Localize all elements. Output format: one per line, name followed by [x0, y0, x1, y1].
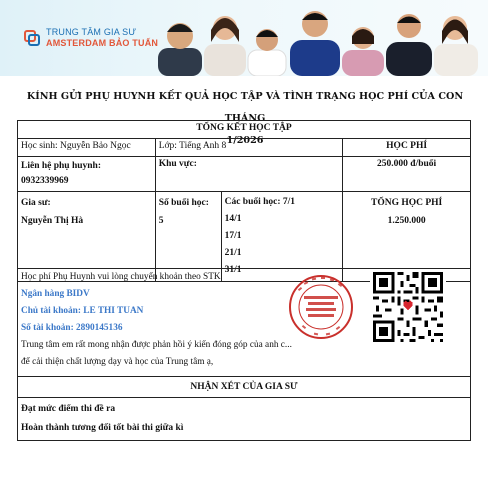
- study-summary-table: [17, 120, 471, 282]
- payment-info-block: [17, 268, 471, 377]
- banner-people-photo: [150, 4, 480, 76]
- session-date: 31/1: [224, 265, 242, 275]
- fee-rate: 250.000 đ/buổi: [343, 157, 471, 192]
- sessions-label: Số buổi học:: [158, 198, 209, 208]
- review-line-1: Đạt mức điểm thi đề ra: [21, 404, 116, 414]
- review-header: NHẬN XÉT CỦA GIA SƯ: [18, 377, 471, 398]
- session-date: 21/1: [224, 248, 242, 258]
- review-body: [18, 398, 471, 441]
- tutor-review-table: [17, 376, 471, 441]
- report-title-line1: KÍNH GỬI PHỤ HUYNH KẾT QUẢ HỌC TẬP VÀ TÌNH TRẠNG HỌC PHÍ CỦA CON THÁNG: [26, 91, 464, 124]
- tutor-name: Nguyễn Thị Hà: [21, 216, 84, 226]
- parent-phone: 0932339969: [21, 176, 69, 186]
- parent-contact-cell: [18, 157, 156, 192]
- tutor-label: Gia sư:: [21, 198, 51, 208]
- session-dates-label: Các buổi học: 7/1: [224, 197, 296, 207]
- account-holder: Chủ tài khoản: LE THI TUAN: [21, 306, 144, 316]
- class-cell: Lớp: Tiếng Anh 8: [155, 139, 343, 157]
- feedback-line-2: để cải thiện chất lượng dạy và học của Trung tâm ạ,: [21, 357, 214, 367]
- bank-name: Ngân hàng BIDV: [21, 289, 90, 299]
- total-fee-label: TỔNG HỌC PHÍ: [370, 198, 443, 208]
- brand-logo-icon: [24, 30, 40, 46]
- account-number: Số tài khoản: 2890145136: [21, 323, 123, 333]
- feedback-line-1: Trung tâm em rất mong nhận được phản hồi ý kiến đóng góp của anh c...: [21, 340, 292, 350]
- payment-qr-code: [370, 269, 446, 345]
- session-date: 17/1: [224, 231, 242, 241]
- fee-header: HỌC PHÍ: [343, 139, 471, 157]
- report-title-line2: 1/2026: [226, 135, 264, 146]
- brand-name-line2: AMSTERDAM BẢO TUẤN: [46, 38, 159, 48]
- brand-name-line1: TRUNG TÂM GIA SƯ: [46, 27, 137, 37]
- total-fee-value: 1.250.000: [387, 216, 426, 226]
- student-cell: Học sinh: Nguyễn Bảo Ngọc: [18, 139, 156, 157]
- sessions-count: 5: [158, 216, 164, 226]
- area-cell: Khu vực:: [155, 157, 343, 192]
- payment-intro: Học phí Phụ Huynh vui lòng chuyển khoản theo STK: [21, 272, 221, 282]
- header-banner: [0, 0, 488, 76]
- session-date: 14/1: [224, 214, 242, 224]
- company-stamp-icon: [288, 274, 354, 340]
- parent-contact-label: Liên hệ phụ huynh:: [21, 161, 101, 171]
- summary-header: TỔNG KẾT HỌC TẬP: [18, 121, 471, 139]
- review-line-2: Hoàn thành tương đối tốt bài thi giữa kì: [21, 423, 184, 433]
